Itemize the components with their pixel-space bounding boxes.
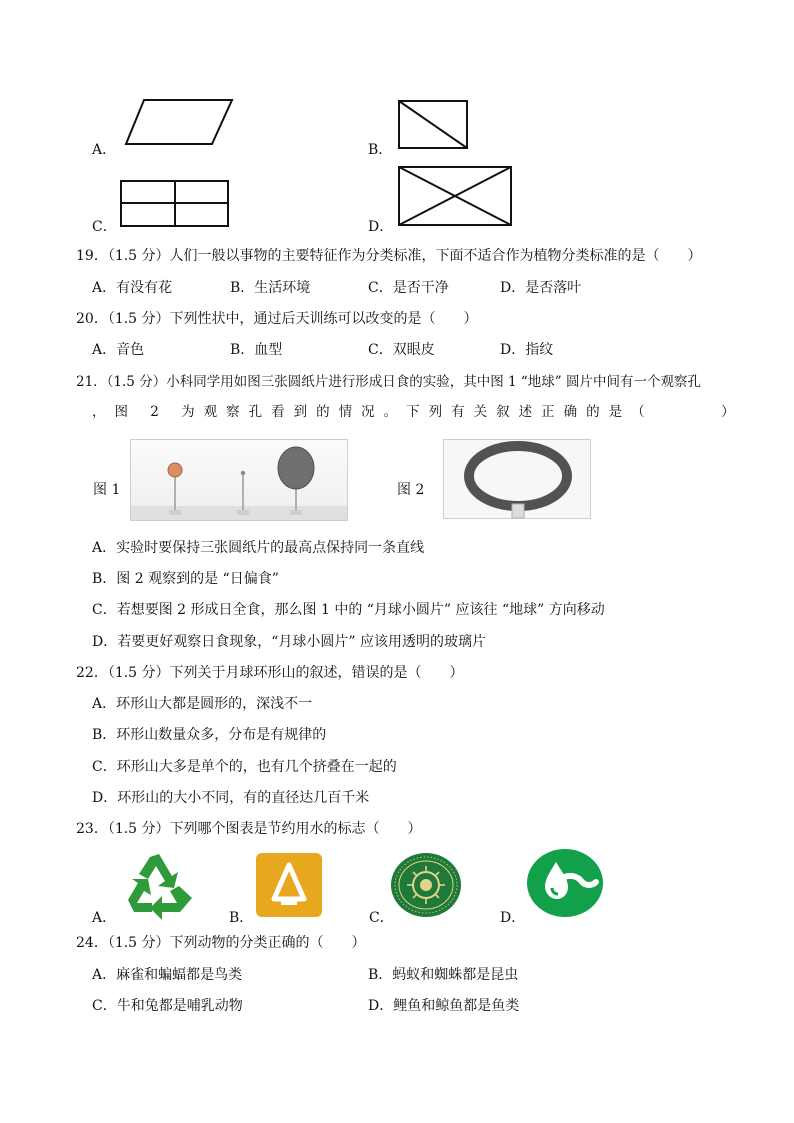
q21-fig1-label: 图 1	[93, 482, 121, 498]
warning-bell-icon	[256, 853, 322, 917]
q19-stem: 19．（1.5 分）人们一般以事物的主要特征作为分类标准，下面不适合作为植物分类标准的是（ ）	[76, 248, 702, 264]
q18-option-c-label: C．	[92, 219, 117, 235]
q21-option-a[interactable]: A．实验时要保持三张圆纸片的最高点保持同一条直线	[92, 540, 425, 556]
q18-parallelogram-figure	[124, 98, 234, 146]
q21-fig2-label: 图 2	[397, 482, 425, 498]
q24-option-a[interactable]: A．麻雀和蝙蝠都是鸟类	[92, 967, 243, 983]
q23-option-c-label[interactable]: C．	[369, 910, 394, 926]
q22-stem: 22．（1.5 分）下列关于月球环形山的叙述，错误的是（ ）	[76, 665, 464, 681]
q20-option-b[interactable]: B．血型	[230, 342, 283, 358]
q21-stem-line1: 21．（1.5 分）小科同学用如图三张圆纸片进行形成日食的实验，其中图 1 “地球” 圆片中间有一个观察孔	[76, 374, 701, 390]
q24-option-d[interactable]: D．鲤鱼和鲸鱼都是鱼类	[368, 998, 520, 1014]
q18-option-a-label: A．	[92, 142, 117, 158]
water-saving-icon	[526, 848, 604, 918]
q23-stem: 23．（1.5 分）下列哪个图表是节约用水的标志（ ）	[76, 821, 422, 837]
q23-option-b-label[interactable]: B．	[229, 910, 254, 926]
q19-option-d[interactable]: D．是否落叶	[500, 280, 582, 296]
q21-stem-line2: ，图 2 为观察孔看到的情况。下列有关叙述正确的是（ ）	[92, 404, 744, 420]
q21-option-c[interactable]: C．若想要图 2 形成日全食，那么图 1 中的 “月球小圆片” 应该往 “地球” 方向移动	[92, 602, 605, 618]
q23-option-a-label[interactable]: A．	[92, 910, 117, 926]
q19-option-c[interactable]: C．是否干净	[368, 280, 449, 296]
q23-option-d-label[interactable]: D．	[500, 910, 526, 926]
q19-option-b[interactable]: B．生活环境	[230, 280, 311, 296]
q19-option-a[interactable]: A．有没有花	[92, 280, 173, 296]
q20-stem: 20．（1.5 分）下列性状中，通过后天训练可以改变的是（ ）	[76, 311, 478, 327]
q18-option-b-label: B．	[368, 142, 393, 158]
q21-option-b[interactable]: B．图 2 观察到的是 “日偏食”	[92, 571, 279, 587]
q22-option-c[interactable]: C．环形山大多是单个的，也有几个挤叠在一起的	[92, 759, 397, 775]
environmental-label-icon	[390, 852, 462, 918]
q21-figure-2-photo	[443, 439, 591, 519]
q21-figure-1-photo	[130, 439, 348, 521]
q24-option-c[interactable]: C．牛和兔都是哺乳动物	[92, 998, 243, 1014]
q18-rectangle-diagonal-figure	[398, 100, 470, 150]
q20-option-a[interactable]: A．音色	[92, 342, 145, 358]
q22-option-a[interactable]: A．环形山大都是圆形的，深浅不一	[92, 696, 313, 712]
q21-option-d[interactable]: D．若要更好观察日食现象，“月球小圆片” 应该用透明的玻璃片	[92, 634, 486, 650]
q18-rectangle-cross-figure	[398, 166, 514, 228]
q24-stem: 24．（1.5 分）下列动物的分类正确的（ ）	[76, 935, 366, 951]
q22-option-b[interactable]: B．环形山数量众多，分布是有规律的	[92, 727, 327, 743]
q18-rectangle-quartered-figure	[120, 180, 230, 228]
q22-option-d[interactable]: D．环形山的大小不同，有的直径达几百千米	[92, 790, 370, 806]
recycle-icon	[122, 850, 196, 916]
q20-option-c[interactable]: C．双眼皮	[368, 342, 435, 358]
q24-option-b[interactable]: B．蚂蚁和蜘蛛都是昆虫	[368, 967, 519, 983]
q18-option-d-label: D．	[368, 219, 394, 235]
q20-option-d[interactable]: D．指纹	[500, 342, 554, 358]
